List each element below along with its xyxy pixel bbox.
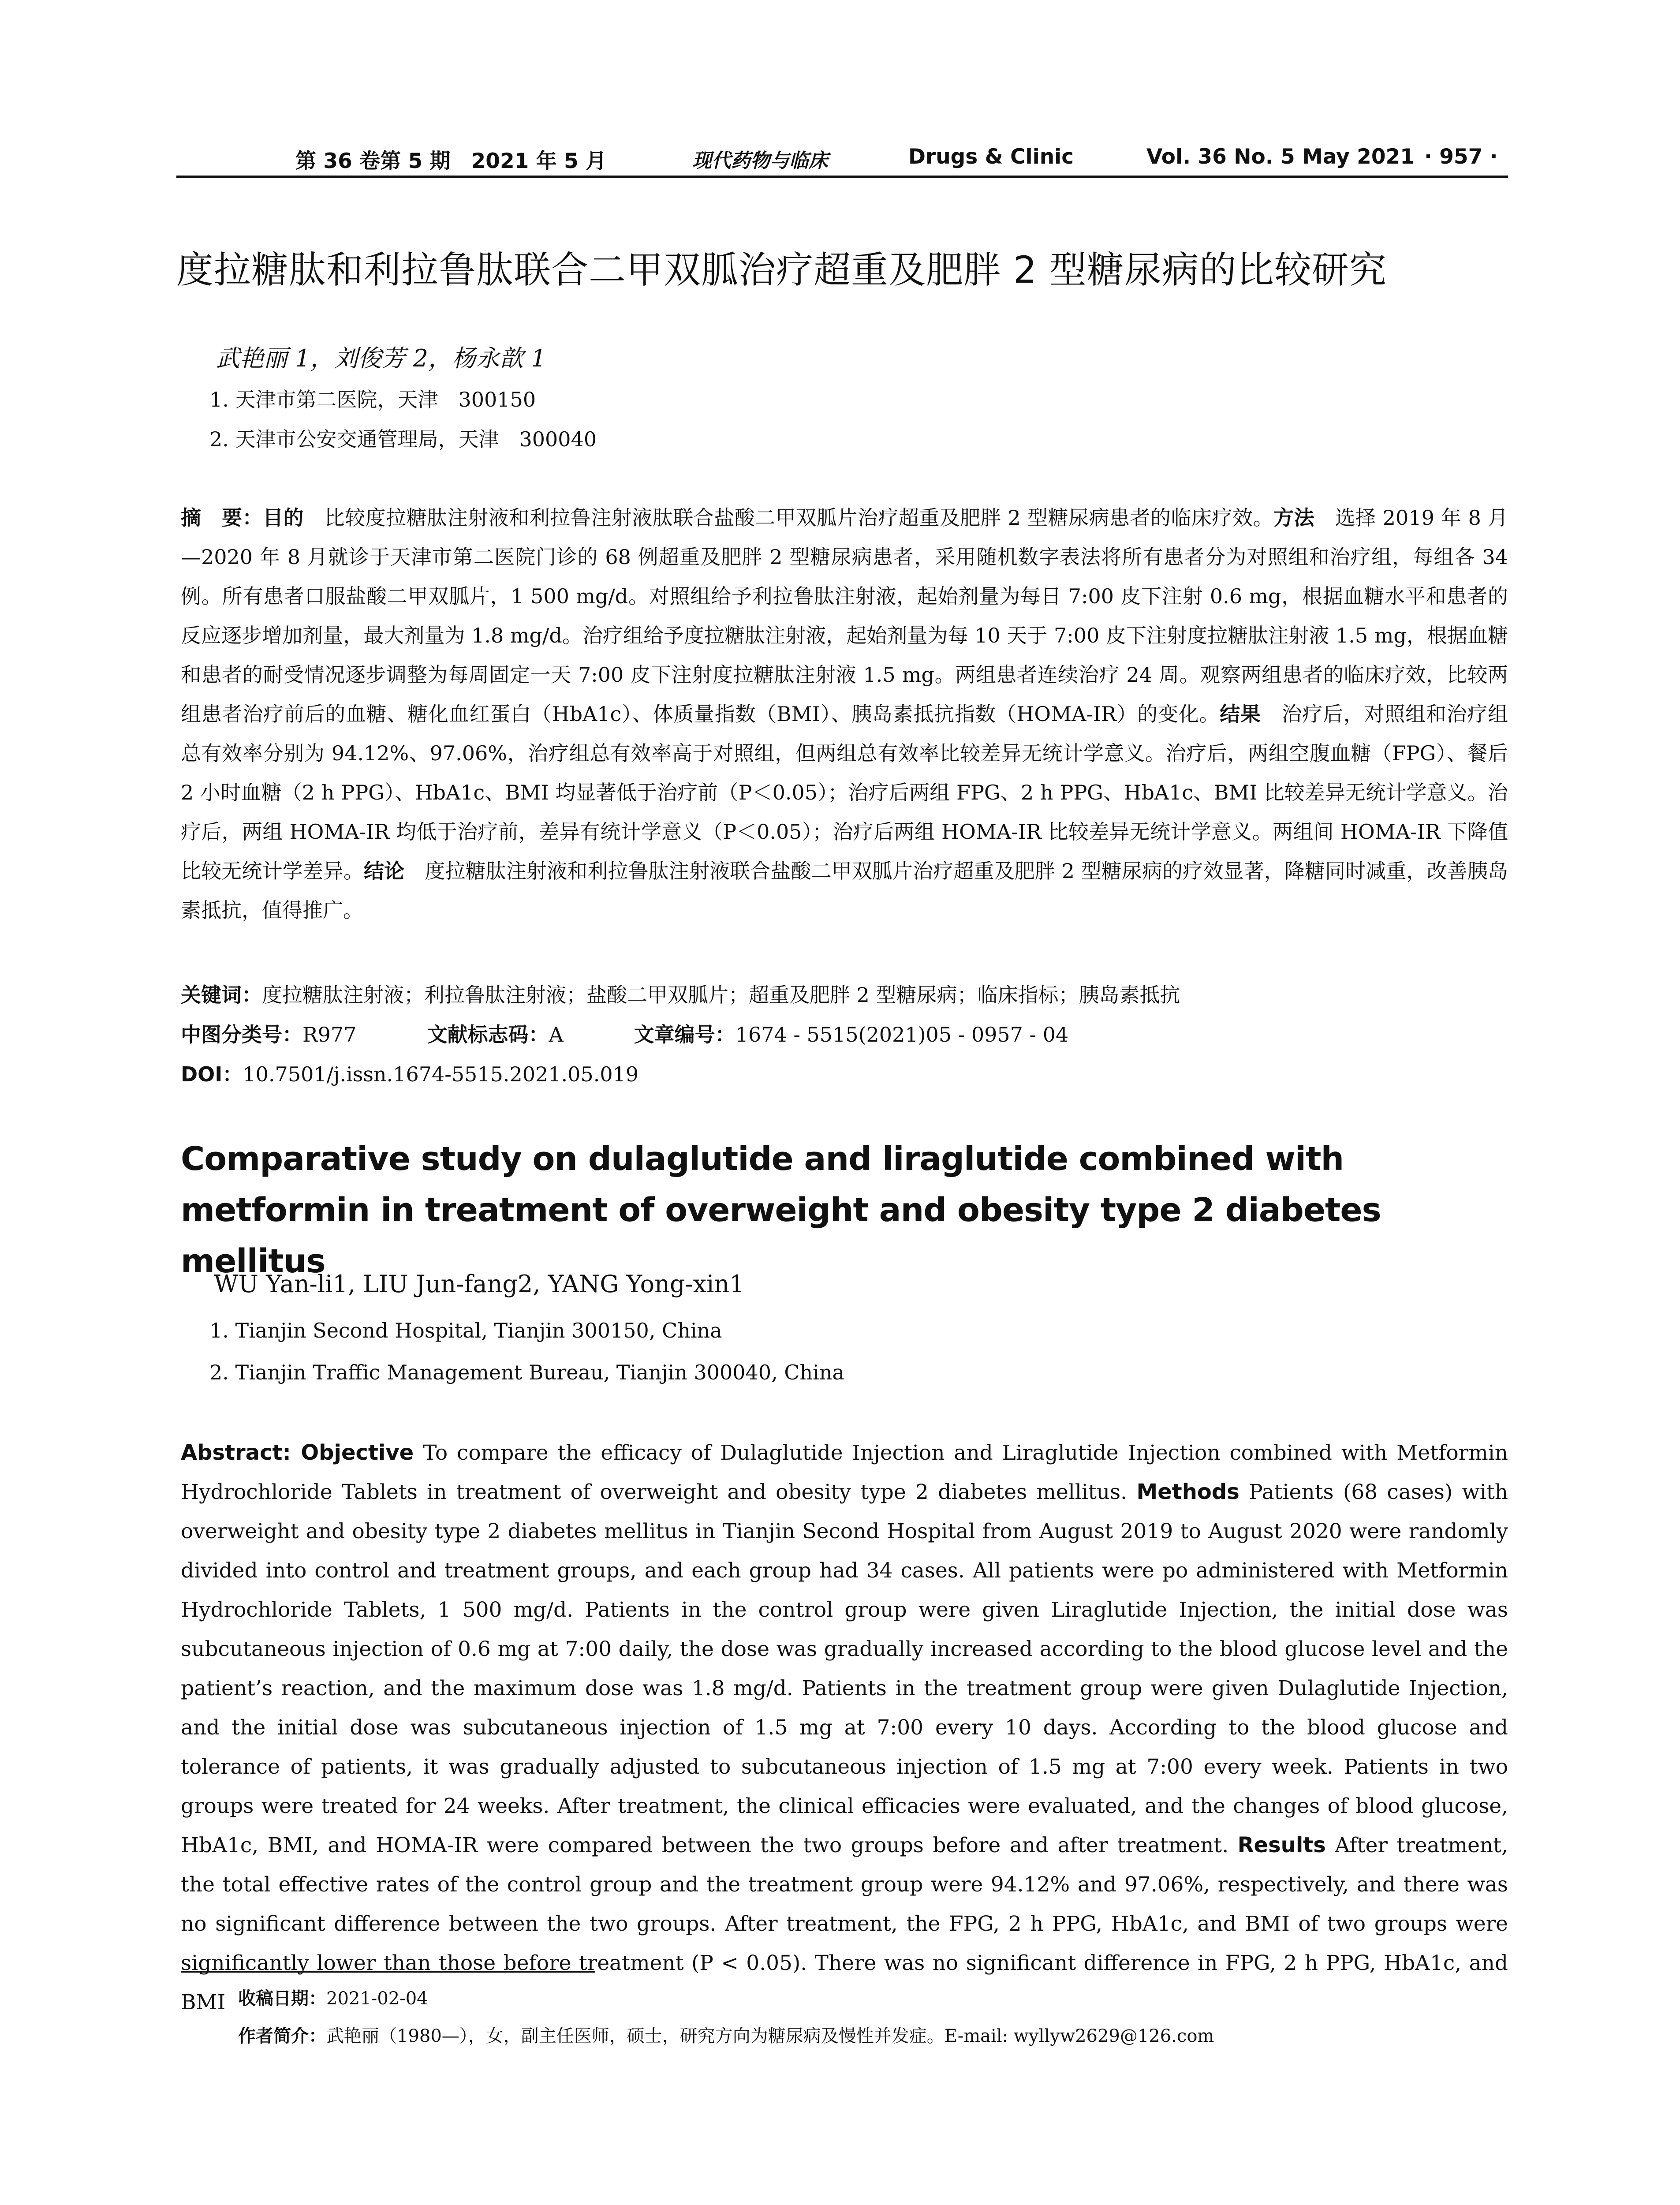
received-label: 收稿日期： [238, 1988, 326, 2009]
affiliation-cn-2: 2. 天津市公安交通管理局，天津 300040 [209, 427, 597, 451]
header-journal-cn: 现代药物与临床 [692, 149, 828, 172]
article-no-value: 1674 - 5515(2021)05 - 0957 - 04 [735, 1023, 1069, 1046]
doi-link[interactable]: 10.7501/j.issn.1674-5515.2021.05.019 [243, 1062, 639, 1086]
keywords-line [181, 979, 1180, 1008]
header-journal-en: Drugs & Clinic [908, 145, 1074, 169]
running-header [176, 140, 1508, 178]
conclusion-cn-text: 度拉糖肽注射液和利拉鲁肽注射液联合盐酸二甲双胍片治疗超重及肥胖 2 型糖尿病的疗效显著，降糖同时减重，改善胰岛素抵抗，值得推广。 [181, 859, 1508, 922]
title-cn: 度拉糖肽和利拉鲁肽联合二甲双胍治疗超重及肥胖 2 型糖尿病的比较研究 [176, 248, 1387, 292]
results-en-label: Results [1237, 1833, 1326, 1857]
objective-en-text: To compare the efficacy of Dulaglutide Injection and Liraglutide Injection combined with Metformin Hydrochloride Tablets in treatment of overweight and obesity type 2 diabetes mellitus. [181, 1441, 1508, 1504]
results-cn-label: 结果 [1220, 702, 1261, 726]
title-en: Comparative study on dulaglutide and liraglutide combined with metformin in treatment of overweight and obesity type 2 diabetes mellitus [181, 1140, 1381, 1280]
authors-en: WU Yan-li1, LIU Jun-fang2, YANG Yong-xin1 [214, 1270, 745, 1298]
results-en-text: After treatment, the total effective rates of the control group and the treatment group were 94.12% and 97.06%, respectively, and there was no significant difference between the two groups. After treatment, the FPG, 2 h PPG, HbA1c, and BMI of two groups were significantly lower than those before treatment (P < 0.05). There was no significant difference in FPG, 2 h PPG, HbA1c, and BMI [181, 1833, 1508, 2014]
footnote-divider [181, 1971, 595, 1973]
affiliation-cn-1: 1. 天津市第二医院，天津 300150 [209, 388, 536, 411]
affiliation-en-1: 1. Tianjin Second Hospital, Tianjin 300150, China [209, 1319, 722, 1342]
header-volume-cn: 第 36 卷第 5 期 2021 年 5 月 [295, 149, 607, 173]
abstract-en-label: Abstract: [181, 1440, 301, 1465]
article-no-label: 文章编号： [634, 1023, 735, 1046]
authors-cn: 武艳丽 1，刘俊芳 2，杨永歆 1 [216, 344, 546, 372]
methods-en-label: Methods [1136, 1480, 1239, 1504]
header-page-number: · 957 · [1424, 145, 1498, 169]
results-cn-text: 治疗后，对照组和治疗组总有效率分别为 94.12%、97.06%，治疗组总有效率高于对照组，但两组总有效率比较差异无统计学意义。治疗后，两组空腹血糖（FPG）、餐后 2 小时血糖（2 h PPG）、HbA1c、BMI 均显著低于治疗前（P＜0.05）；治疗后两组 FPG、2 h PPG、HbA1c、BMI 比较差异无统计学意义。治疗后，两组 HOMA-IR 均低于治疗前，差异有统计学意义（P＜0.05）；治疗后两组 HOMA-IR 比较差异无统计学意义。两组间 HOMA-IR 下降值比较无统计学差异。 [181, 702, 1508, 883]
author-bio-label: 作者简介： [238, 2026, 326, 2046]
conclusion-cn-label: 结论 [364, 859, 405, 883]
keywords-label: 关键词： [181, 983, 262, 1007]
abstract-en [181, 1433, 1508, 2022]
keywords-text: 度拉糖肽注射液；利拉鲁肽注射液；盐酸二甲双胍片；超重及肥胖 2 型糖尿病；临床指标；胰岛素抵抗 [262, 983, 1180, 1007]
author-bio-text: 武艳丽（1980—），女，副主任医师，硕士，研究方向为糖尿病及慢性并发症。E-mail: wyllyw2629@126.com [326, 2026, 1214, 2046]
footnote-received [238, 1984, 428, 2010]
doc-code-label: 文献标志码： [427, 1023, 549, 1046]
clc-label: 中图分类号： [181, 1023, 302, 1046]
abstract-cn-label: 摘 要： [181, 506, 263, 530]
abstract-cn [181, 498, 1508, 930]
header-volume-en: Vol. 36 No. 5 May 2021 [1146, 145, 1415, 169]
clc-value: R977 [302, 1023, 357, 1046]
doi-label: DOI： [181, 1062, 243, 1086]
doc-code-value: A [549, 1023, 564, 1046]
objective-cn-text: 比较度拉糖肽注射液和利拉鲁注射液肽联合盐酸二甲双胍片治疗超重及肥胖 2 型糖尿病患者的临床疗效。 [304, 506, 1274, 530]
footnote-author-bio [238, 2022, 1214, 2047]
objective-cn-label: 目的 [263, 506, 304, 530]
received-date: 2021-02-04 [326, 1988, 428, 2009]
methods-cn-label: 方法 [1273, 506, 1315, 530]
methods-en-text: Patients (68 cases) with overweight and obesity type 2 diabetes mellitus in Tianjin Second Hospital from August 2019 to August 2020 were randomly divided into control and treatment groups, and each group had 34 cases. All patients were po administered with Metformin Hydrochloride Tablets, 1 500 mg/d. Patients in the control group were given Liraglutide Injection, the initial dose was subcutaneous injection of 0.6 mg at 7:00 daily, the dose was gradually increased according to the blood glucose level and the patient’s reaction, and the maximum dose was 1.8 mg/d. Patients in the treatment group were given Dulaglutide Injection, and the initial dose was subcutaneous injection of 1.5 mg at 7:00 every 10 days. According to the blood glucose and tolerance of patients, it was gradually adjusted to subcutaneous injection of 1.5 mg at 7:00 every week. Patients in two groups were treated for 24 weeks. After treatment, the clinical efficacies were evaluated, and the changes of blood glucose, HbA1c, BMI, and HOMA-IR were compared between the two groups before and after treatment. [181, 1480, 1508, 1857]
doi-line [181, 1058, 638, 1088]
objective-en-label: Objective [301, 1440, 414, 1465]
affiliation-en-2: 2. Tianjin Traffic Management Bureau, Tianjin 300040, China [209, 1360, 844, 1384]
methods-cn-text: 选择 2019 年 8 月—2020 年 8 月就诊于天津市第二医院门诊的 68 例超重及肥胖 2 型糖尿病患者，采用随机数字表法将所有患者分为对照组和治疗组，每组各 34 例。所有患者口服盐酸二甲双胍片，1 500 mg/d。对照组给予利拉鲁肽注射液，起始剂量为每日 7:00 皮下注射 0.6 mg，根据血糖水平和患者的反应逐步增加剂量，最大剂量为 1.8 mg/d。治疗组给予度拉糖肽注射液，起始剂量为每 10 天于 7:00 皮下注射度拉糖肽注射液 1.5 mg，根据血糖和患者的耐受情况逐步调整为每周固定一天 7:00 皮下注射度拉糖肽注射液 1.5 mg。两组患者连续治疗 24 周。观察两组患者的临床疗效，比较两组患者治疗前后的血糖、糖化血红蛋白（HbA1c）、体质量指数（BMI）、胰岛素抵抗指数（HOMA-IR）的变化。 [181, 506, 1508, 726]
classification-line [181, 1019, 1068, 1048]
